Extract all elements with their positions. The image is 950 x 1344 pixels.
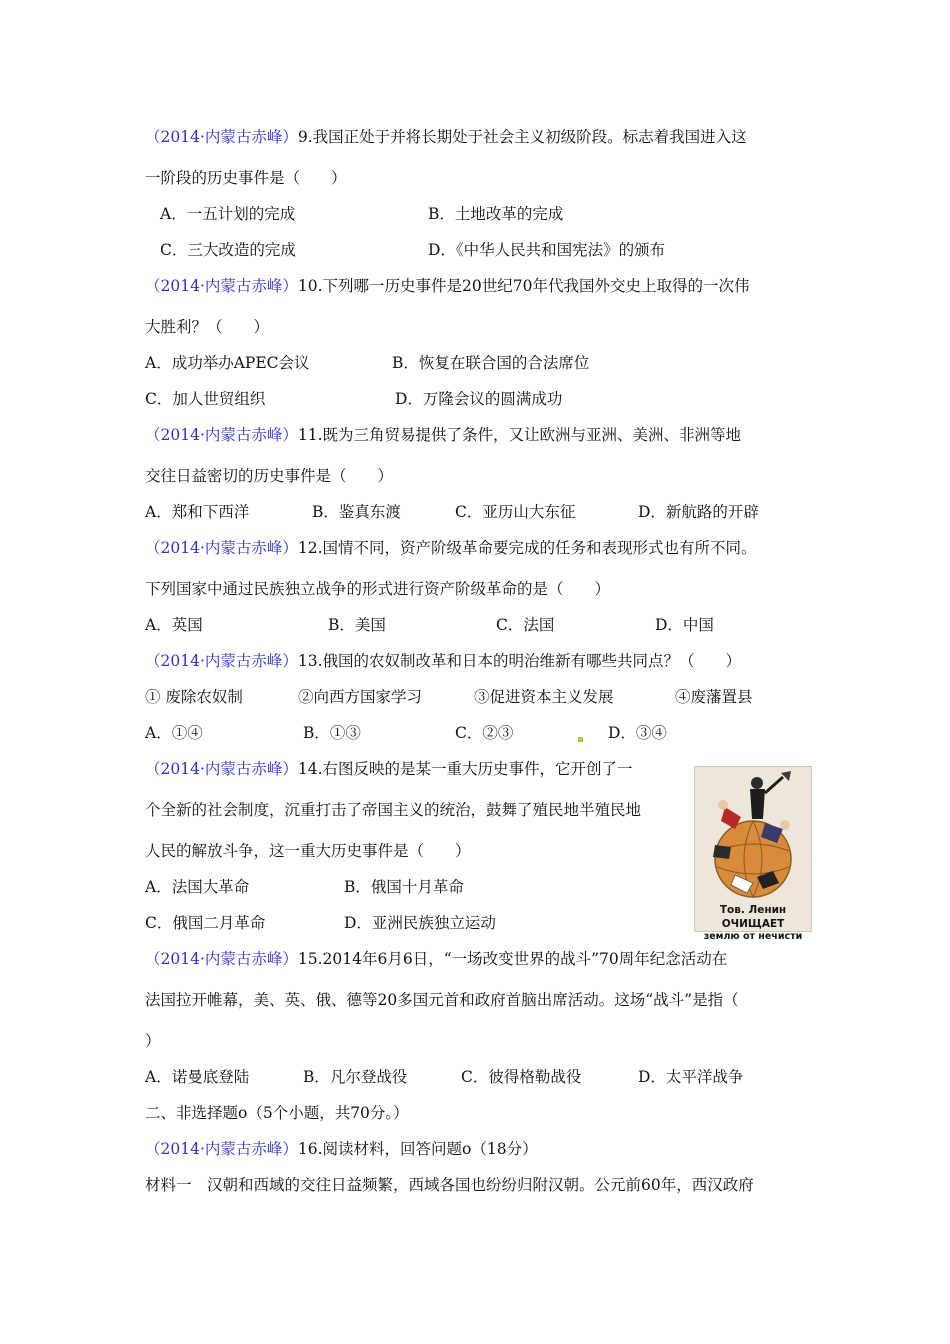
source-tag: （2014·内蒙古赤峰） — [145, 539, 298, 557]
option-d[interactable]: D．《中华人民共和国宪法》的颁布 — [428, 241, 666, 259]
option-b[interactable]: B．恢复在联合国的合法席位 — [392, 354, 590, 372]
option-b[interactable]: B．俄国十月革命 — [344, 878, 464, 896]
option-d[interactable]: D．亚洲民族独立运动 — [344, 914, 496, 932]
option-c[interactable]: C．亚历山大东征 — [455, 503, 576, 521]
option-c[interactable]: C．②③ — [455, 724, 514, 742]
question-14-line-2: 个全新的社会制度，沉重打击了帝国主义的统治，鼓舞了殖民地半殖民地 — [145, 801, 642, 819]
option-a[interactable]: A．成功举办APEC会议 — [145, 354, 310, 372]
question-14-line-3: 人民的解放斗争，这一重大历史事件是（ ） — [145, 842, 471, 860]
option-b[interactable]: B．土地改革的完成 — [428, 205, 564, 223]
option-d[interactable]: D．万隆会议的圆满成功 — [395, 390, 563, 408]
poster-caption-line-2: землю от нечисти — [703, 931, 803, 942]
option-d[interactable]: D．新航路的开辟 — [638, 503, 759, 521]
option-d[interactable]: D．中国 — [655, 616, 714, 634]
section-two-heading: 二、非选择题o（5个小题，共70分。） — [145, 1104, 409, 1122]
question-14-line-1: （2014·内蒙古赤峰）14.右图反映的是某一重大历史事件，它开创了一 — [145, 760, 633, 778]
lenin-poster-image — [694, 766, 812, 942]
material-one-text: 材料一 汉朝和西域的交往日益频繁，西域各国也纷纷归附汉朝。公元前60年，西汉政府 — [145, 1176, 754, 1194]
poster-caption-line-1: Тов. Ленин ОЧИЩАЕТ — [719, 904, 787, 930]
option-b[interactable]: B．凡尔登战役 — [303, 1068, 408, 1086]
source-tag: （2014·内蒙古赤峰） — [145, 1140, 298, 1158]
question-12-line-1: （2014·内蒙古赤峰）12.国情不同，资产阶级革命要完成的任务和表现形式也有所不同。 — [145, 539, 757, 557]
option-b[interactable]: B．①③ — [303, 724, 361, 742]
poster-caption — [695, 901, 811, 942]
source-tag: （2014·内蒙古赤峰） — [145, 652, 298, 670]
option-c[interactable]: C．彼得格勒战役 — [461, 1068, 582, 1086]
question-15-line-3: ） — [145, 1032, 161, 1050]
question-9-line-2: 一阶段的历史事件是（ ） — [145, 169, 347, 187]
question-9-line-1: （2014·内蒙古赤峰）9.我国正处于并将长期处于社会主义初级阶段。标志着我国进入这 — [145, 128, 747, 146]
question-10-line-1: （2014·内蒙古赤峰）10.下列哪一历史事件是20世纪70年代我国外交史上取得的一次伟 — [145, 277, 750, 295]
poster-illustration — [695, 767, 811, 901]
statement-item: ④废藩置县 — [675, 688, 753, 706]
question-15-line-1: （2014·内蒙古赤峰）15.2014年6月6日，“一场改变世界的战斗”70周年纪念活动在 — [145, 950, 728, 968]
statement-item: ① 废除农奴制 — [145, 688, 243, 706]
option-a[interactable]: A．一五计划的完成 — [160, 205, 296, 223]
option-a[interactable]: A．诺曼底登陆 — [145, 1068, 250, 1086]
option-c[interactable]: C．法国 — [496, 616, 555, 634]
statement-item: ③促进资本主义发展 — [474, 688, 614, 706]
option-d[interactable]: D．③④ — [608, 724, 667, 742]
option-d[interactable]: D．太平洋战争 — [638, 1068, 744, 1086]
source-tag: （2014·内蒙古赤峰） — [145, 950, 298, 968]
option-a[interactable]: A．①④ — [145, 724, 203, 742]
question-13-line-1: （2014·内蒙古赤峰）13.俄国的农奴制改革和日本的明治维新有哪些共同点？（ ） — [145, 652, 742, 670]
green-dot-mark — [578, 737, 583, 742]
option-a[interactable]: A．英国 — [145, 616, 203, 634]
source-tag: （2014·内蒙古赤峰） — [145, 277, 298, 295]
question-11-line-2: 交往日益密切的历史事件是（ ） — [145, 467, 394, 485]
source-tag: （2014·内蒙古赤峰） — [145, 128, 298, 146]
question-15-line-2: 法国拉开帷幕，美、英、俄、德等20多国元首和政府首脑出席活动。这场“战斗”是指（ — [145, 991, 739, 1009]
question-16-line-1: （2014·内蒙古赤峰）16.阅读材料，回答问题o（18分） — [145, 1140, 538, 1158]
question-11-line-1: （2014·内蒙古赤峰）11.既为三角贸易提供了条件，又让欧洲与亚洲、美洲、非洲等地 — [145, 426, 742, 444]
option-a[interactable]: A．法国大革命 — [145, 878, 250, 896]
option-b[interactable]: B．美国 — [328, 616, 386, 634]
source-tag: （2014·内蒙古赤峰） — [145, 760, 298, 778]
source-tag: （2014·内蒙古赤峰） — [145, 426, 298, 444]
option-b[interactable]: B．鉴真东渡 — [312, 503, 401, 521]
question-10-line-2: 大胜利？（ ） — [145, 318, 270, 336]
option-c[interactable]: C．三大改造的完成 — [160, 241, 296, 259]
option-a[interactable]: A．郑和下西洋 — [145, 503, 250, 521]
option-c[interactable]: C．加人世贸组织 — [145, 390, 266, 408]
option-c[interactable]: C．俄国二月革命 — [145, 914, 266, 932]
statement-item: ②向西方国家学习 — [298, 688, 423, 706]
question-12-line-2: 下列国家中通过民族独立战争的形式进行资产阶级革命的是（ ） — [145, 580, 611, 598]
